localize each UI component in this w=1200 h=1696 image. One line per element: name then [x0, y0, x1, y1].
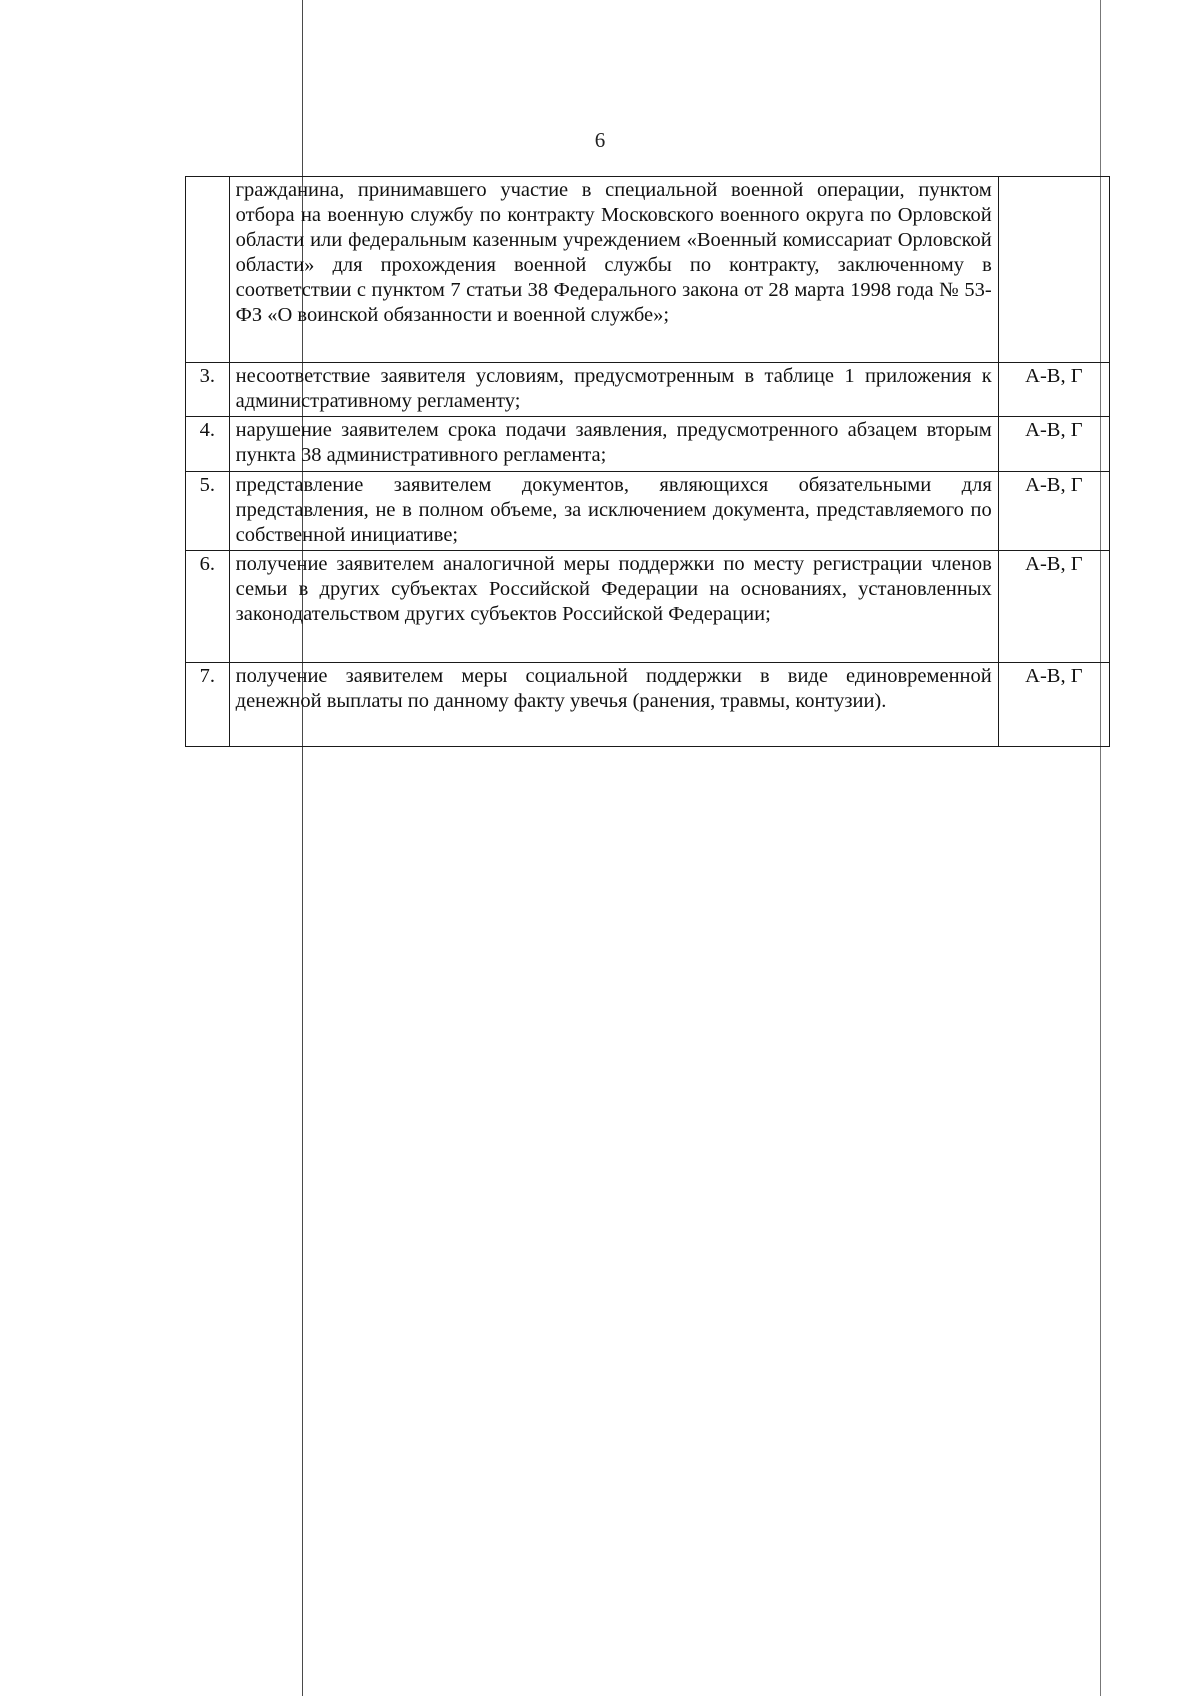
row-number: 7. — [186, 663, 230, 747]
row-text: нарушение заявителем срока подачи заявления, предусмотренного абзацем вторым пункта 38 административного регламента; — [229, 417, 998, 472]
row-number — [186, 177, 230, 363]
row-text: получение заявителем меры социальной поддержки в виде единовременной денежной выплаты по данному факту увечья (ранения, травмы, контузии). — [229, 663, 998, 747]
row-number: 5. — [186, 472, 230, 551]
table-row — [186, 551, 1110, 663]
row-code: А-В, Г — [998, 663, 1109, 747]
row-number: 6. — [186, 551, 230, 663]
table-row — [186, 472, 1110, 551]
row-code: А-В, Г — [998, 417, 1109, 472]
table-row — [186, 663, 1110, 747]
row-code: А-В, Г — [998, 551, 1109, 663]
row-code — [998, 177, 1109, 363]
row-number: 3. — [186, 363, 230, 417]
row-code: А-В, Г — [998, 472, 1109, 551]
table-row — [186, 363, 1110, 417]
row-number: 4. — [186, 417, 230, 472]
row-text: гражданина, принимавшего участие в специальной военной операции, пунктом отбора на военную службу по контракту Московского военного округа по Орловской области или федеральным казенным учреждением «Военный комиссариат Орловской области» для прохождения военной службы по контракту, заключенному в соответствии с пунктом 7 статьи 38 Федерального закона от 28 марта 1998 года № 53-ФЗ «О воинской обязанности и военной службе»; — [229, 177, 998, 363]
row-code: А-В, Г — [998, 363, 1109, 417]
table-row — [186, 177, 1110, 363]
page-number: 6 — [594, 128, 606, 152]
row-text: несоответствие заявителя условиям, предусмотренным в таблице 1 приложения к административному регламенту; — [229, 363, 998, 417]
row-text: представление заявителем документов, являющихся обязательными для представления, не в полном объеме, за исключением документа, представляемого по собственной инициативе; — [229, 472, 998, 551]
row-text: получение заявителем аналогичной меры поддержки по месту регистрации членов семьи в других субъектах Российской Федерации на основаниях, установленных законодательством других субъектов Российской Федерации; — [229, 551, 998, 663]
conditions-table — [185, 176, 1110, 747]
table-row — [186, 417, 1110, 472]
